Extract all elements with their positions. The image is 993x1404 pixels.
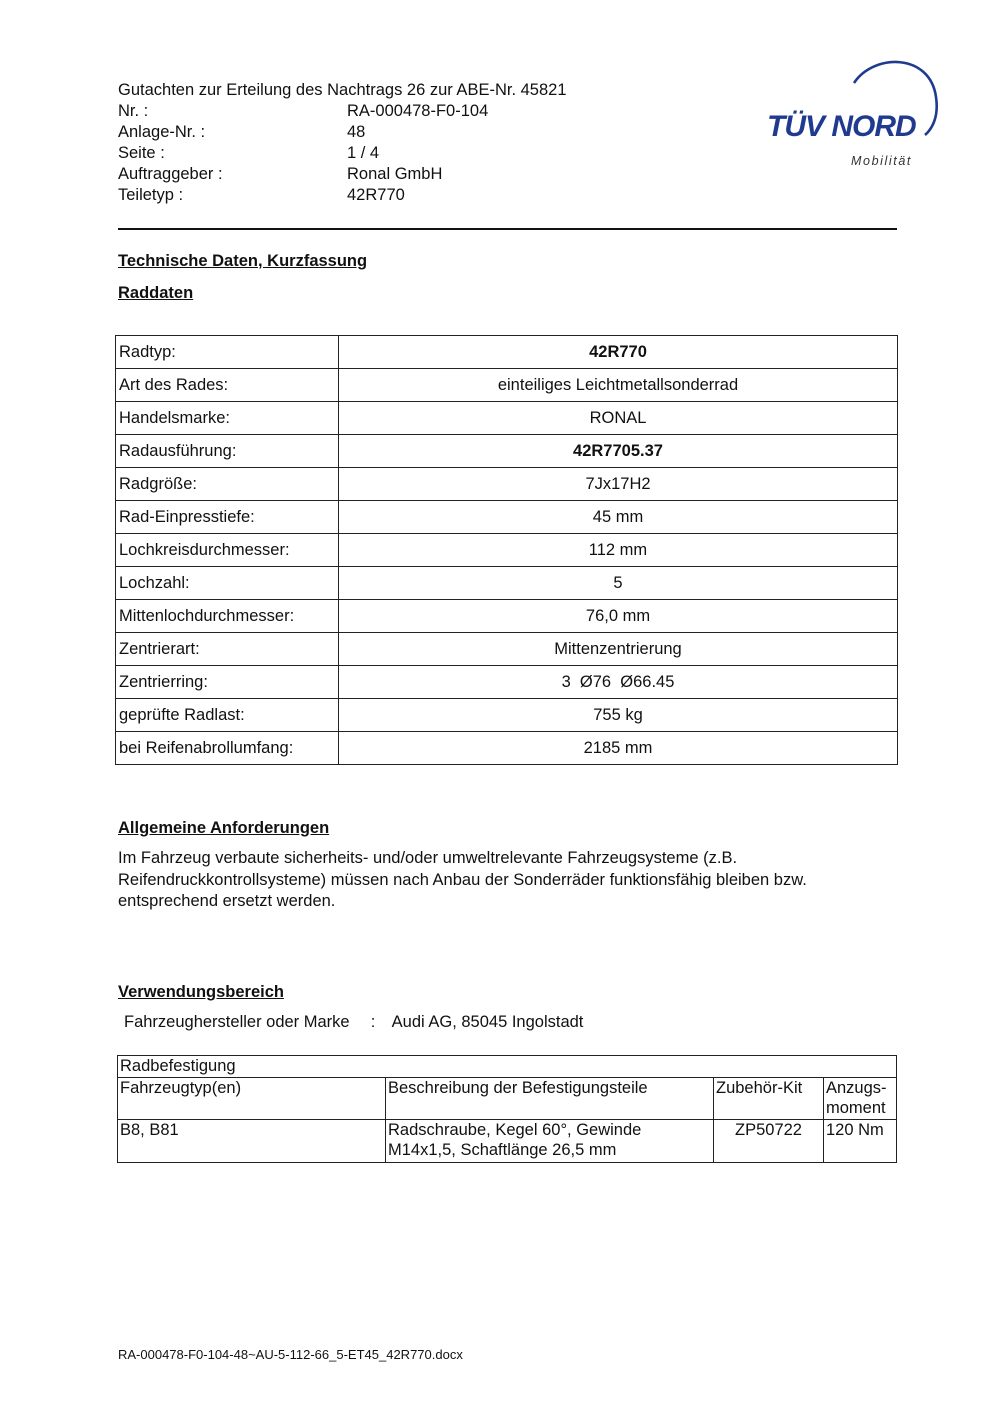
table-row bbox=[116, 567, 898, 600]
column-header: Fahrzeugtyp(en) bbox=[118, 1077, 386, 1119]
header-label: Auftraggeber : bbox=[118, 165, 223, 183]
hersteller-line bbox=[124, 1013, 583, 1032]
table-key: Handelsmarke: bbox=[116, 402, 339, 435]
header-divider bbox=[118, 228, 897, 230]
table-key: Mittenlochdurchmesser: bbox=[116, 600, 339, 633]
header-label: Nr. : bbox=[118, 102, 149, 120]
footer-filename: RA-000478-F0-104-48~AU-5-112-66_5-ET45_42R770.docx bbox=[118, 1347, 463, 1362]
table-key: Radausführung: bbox=[116, 435, 339, 468]
table-value: 7Jx17H2 bbox=[339, 468, 898, 501]
table-cell: 120 Nm bbox=[824, 1119, 897, 1162]
table-value: RONAL bbox=[339, 402, 898, 435]
column-header: Beschreibung der Befestigungsteile bbox=[386, 1077, 714, 1119]
table-key: Zentrierart: bbox=[116, 633, 339, 666]
table-row bbox=[116, 402, 898, 435]
header-label: Teiletyp : bbox=[118, 186, 184, 204]
table-value: 42R7705.37 bbox=[339, 435, 898, 468]
tuev-nord-logo bbox=[762, 55, 942, 175]
header-value: 48 bbox=[347, 123, 366, 141]
table-cell: ZP50722 bbox=[714, 1119, 824, 1162]
header-value: 42R770 bbox=[347, 186, 405, 204]
raddaten-table bbox=[115, 335, 898, 765]
table-row bbox=[116, 336, 898, 369]
radbefestigung-table bbox=[117, 1055, 897, 1163]
table-key: bei Reifenabrollumfang: bbox=[116, 732, 339, 765]
table-value: 755 kg bbox=[339, 699, 898, 732]
table-row bbox=[116, 501, 898, 534]
table-value: 3 Ø76 Ø66.45 bbox=[339, 666, 898, 699]
table-row bbox=[116, 699, 898, 732]
table-row bbox=[118, 1119, 897, 1162]
table-key: Lochzahl: bbox=[116, 567, 339, 600]
table-header-row bbox=[118, 1077, 897, 1119]
table-row bbox=[116, 600, 898, 633]
table-cell: B8, B81 bbox=[118, 1119, 386, 1162]
table-row bbox=[116, 732, 898, 765]
header-label: Seite : bbox=[118, 144, 165, 162]
hersteller-separator: : bbox=[370, 1013, 376, 1031]
table-cell: Radschraube, Kegel 60°, Gewinde M14x1,5, Schaftlänge 26,5 mm bbox=[386, 1119, 714, 1162]
table-row bbox=[116, 369, 898, 402]
table-row bbox=[116, 435, 898, 468]
table-value: 2185 mm bbox=[339, 732, 898, 765]
table-value: 45 mm bbox=[339, 501, 898, 534]
table-row bbox=[116, 468, 898, 501]
section-heading-raddaten: Raddaten bbox=[118, 284, 194, 302]
header-label: Anlage-Nr. : bbox=[118, 123, 206, 141]
table-key: Rad-Einpresstiefe: bbox=[116, 501, 339, 534]
logo-arc-icon bbox=[762, 55, 942, 175]
document-title: Gutachten zur Erteilung des Nachtrags 26 zur ABE-Nr. 45821 bbox=[118, 81, 567, 99]
header-value: Ronal GmbH bbox=[347, 165, 443, 183]
header-value: RA-000478-F0-104 bbox=[347, 102, 489, 120]
table-value: Mittenzentrierung bbox=[339, 633, 898, 666]
table-key: Radgröße: bbox=[116, 468, 339, 501]
table-key: Zentrierring: bbox=[116, 666, 339, 699]
section-heading-technik: Technische Daten, Kurzfassung bbox=[118, 252, 368, 270]
table-row bbox=[116, 534, 898, 567]
table-value: 42R770 bbox=[339, 336, 898, 369]
table-value: einteiliges Leichtmetallsonderrad bbox=[339, 369, 898, 402]
table-key: Lochkreisdurchmesser: bbox=[116, 534, 339, 567]
table-value: 76,0 mm bbox=[339, 600, 898, 633]
table-row bbox=[116, 633, 898, 666]
table-value: 112 mm bbox=[339, 534, 898, 567]
section-heading-verwendung: Verwendungsbereich bbox=[118, 983, 284, 1001]
table-row bbox=[116, 666, 898, 699]
column-header: Zubehör-Kit bbox=[714, 1077, 824, 1119]
column-header: Anzugs- moment bbox=[824, 1077, 897, 1119]
section-heading-allgemein: Allgemeine Anforderungen bbox=[118, 819, 330, 837]
table-title-row bbox=[118, 1056, 897, 1078]
table-key: Art des Rades: bbox=[116, 369, 339, 402]
table-key: geprüfte Radlast: bbox=[116, 699, 339, 732]
table-value: 5 bbox=[339, 567, 898, 600]
table-title: Radbefestigung bbox=[118, 1056, 897, 1078]
hersteller-label: Fahrzeughersteller oder Marke bbox=[124, 1013, 350, 1031]
table-key: Radtyp: bbox=[116, 336, 339, 369]
allgemein-text: Im Fahrzeug verbaute sicherheits- und/oder umweltrelevante Fahrzeugsysteme (z.B. Reifendruckkontrollsysteme) müssen nach Anbau der Sonderräder funktionsfähig bleiben bzw. entsprechend ersetzt werden. bbox=[118, 849, 807, 910]
logo-subtitle: Mobilität bbox=[851, 154, 912, 168]
logo-wordmark: TÜV NORD bbox=[767, 110, 916, 143]
header-value: 1 / 4 bbox=[347, 144, 380, 162]
hersteller-value: Audi AG, 85045 Ingolstadt bbox=[391, 1013, 584, 1031]
